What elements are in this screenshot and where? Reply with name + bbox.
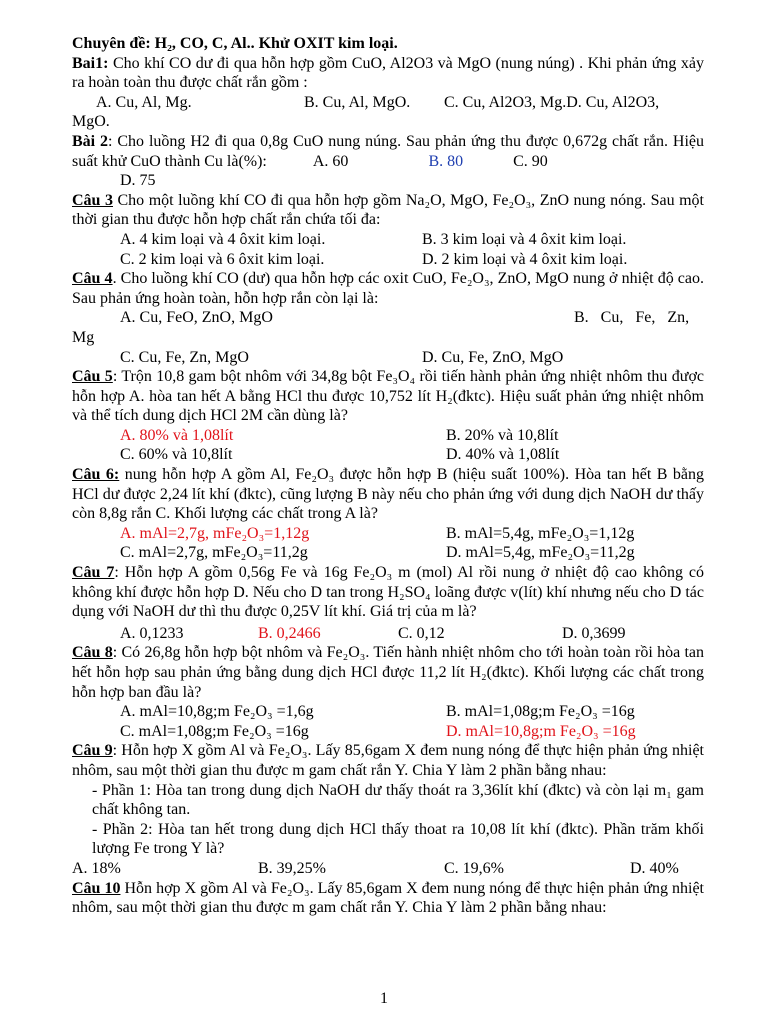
option-b: B. mAl=1,08g;m Fe₂O₃ =16g	[446, 703, 635, 721]
option-b: B. 39,25%	[258, 859, 326, 877]
question-text: : Hỗn hợp X gồm Al và Fe₂O₃. Lấy 85,6gam X đem nung nóng để thực hiện phản ứng nhiệt nhôm, sau một thời gian thu được m gam chất rắn Y. Chia Y làm 2 phần bằng nhau:	[72, 742, 705, 779]
question-text: Cho khí CO dư đi qua hỗn hợp gồm CuO, Al2O3 và MgO (nung núng) . Khi phản ứng xảy ra hoàn toàn thu được chất rắn gồm :	[72, 54, 704, 92]
option-a: A. 0,1233	[120, 624, 184, 642]
option-c: C. mAl=2,7g, mFe₂O₃=11,2g	[120, 544, 308, 562]
question-part-1: - Phần 1: Hòa tan trong dung dịch NaOH dư thấy thoát ra 3,36lít khí (đktc) và còn lại m₁ gam chất không tan.	[92, 781, 704, 819]
question-9	[72, 741, 704, 780]
question-b1	[72, 54, 704, 93]
options-row	[72, 722, 704, 742]
question-label: Câu 5	[72, 368, 113, 386]
option-c: C. 0,12	[398, 624, 445, 642]
option-c: C. 60% và 10,8lít	[120, 446, 233, 464]
options-row	[72, 308, 704, 328]
option-tail: MgO.	[72, 113, 110, 131]
options-row	[72, 702, 704, 722]
options-row	[72, 859, 704, 879]
question-text: Cho một luồng khí CO đi qua hỗn hợp gồm Na₂O, MgO, Fe₂O₃, ZnO nung nóng. Sau một thời gian thu được hỗn hợp chất rắn chứa tối đa:	[72, 191, 705, 229]
option-d: D. Cu, Fe, ZnO, MgO	[422, 348, 564, 366]
options-row	[72, 624, 704, 644]
option-d: D. mAl=10,8g;m Fe₂O₃ =16g	[446, 722, 636, 740]
options-row	[72, 93, 704, 113]
question-text: : Cho luồng H2 đi qua 0,8g CuO nung núng. Sau phản ứng thu được 0,672g chất rắn. Hiệu suất khử CuO thành Cu là(%):	[72, 132, 704, 170]
question-label: Câu 6:	[72, 466, 120, 484]
option-d: D. 0,3699	[562, 624, 626, 642]
option-c: C. 90	[513, 152, 548, 170]
question-label: Câu 7	[72, 564, 115, 582]
question-text: . Cho luồng khí CO (dư) qua hỗn hợp các oxit CuO, Fe₂O₃, ZnO, MgO nung ở nhiệt độ cao. Sau phản ứng hoàn toàn, hỗn hợp rắn còn lại là:	[72, 270, 705, 307]
question-label: Câu 10	[72, 879, 121, 897]
question-5	[72, 367, 704, 426]
page-title: Chuyên đề: H₂, CO, C, Al.. Khử OXIT kim loại.	[72, 35, 398, 52]
option-a: A. Cu, Al, Mg.	[96, 93, 192, 111]
option-a: A. Cu, FeO, ZnO, MgO	[120, 309, 273, 327]
question-label: Câu 9	[72, 742, 113, 760]
question-3	[72, 191, 704, 230]
options-row	[72, 426, 704, 446]
option-b: B. 80	[428, 152, 464, 170]
option-b: B. 3 kim loại và 4 ôxit kim loại.	[422, 230, 627, 248]
option-b: B. mAl=5,4g, mFe₂O₃=1,12g	[446, 524, 635, 542]
question-b2	[72, 132, 704, 171]
option-a: A. mAl=2,7g, mFe₂O₃=1,12g	[120, 524, 310, 542]
option-a: A. mAl=10,8g;m Fe₂O₃ =1,6g	[120, 703, 314, 721]
option-c-d: C. Cu, Al2O3, Mg.D. Cu, Al2O3,	[444, 93, 660, 111]
question-text: : Có 26,8g hỗn hợp bột nhôm và Fe₂O₃. Tiến hành nhiệt nhôm cho tới hoàn toàn rồi hòa tan hết hỗn hợp sau phản ứng bằng dung dịch HCl được 11,2 lít H₂(đktc). Khối lượng các chất trong hỗn hợp ban đầu là?	[72, 644, 705, 701]
question-text: Hỗn hợp X gồm Al và Fe₂O₃. Lấy 85,6gam X đem nung nóng để thực hiện phản ứng nhiệt nhôm, sau một thời gian thu được m gam chất rắn Y. Chia Y làm 2 phần bằng nhau:	[72, 879, 705, 917]
question-6	[72, 465, 704, 524]
question-8	[72, 643, 704, 702]
question-10	[72, 879, 704, 918]
option-b: B. 0,2466	[258, 624, 321, 642]
question-label: Câu 8	[72, 644, 113, 662]
option-d: D. mAl=5,4g, mFe₂O₃=11,2g	[446, 544, 635, 562]
option-a: A. 18%	[72, 859, 121, 877]
options-row	[72, 250, 704, 270]
question-text: : Trộn 10,8 gam bột nhôm với 34,8g bột Fe₃O₄ rồi tiến hành phản ứng nhiệt nhôm thu được hỗn hợp A. hòa tan hết A bằng HCl thu được 10,752 lít H₂(đktc). Hiệu suất phản ứng nhiệt nhôm và thể tích dung dịch HCl 2M cần dùng là?	[72, 368, 705, 425]
option-a: A. 60	[312, 152, 349, 170]
question-text: : Hỗn hợp A gồm 0,56g Fe và 16g Fe₂O₃ m (mol) Al rồi nung ở nhiệt độ cao không có không khí được hỗn hợp D. Nếu cho D tan trong H₂SO₄ loãng được v(lít) khí nhưng nếu cho D tác dụng với NaOH dư thì thu được 0,25V lít khí. Giá trị của m là?	[72, 564, 705, 621]
option-b: B. 20% và 10,8lít	[446, 426, 559, 444]
option-c: C. 19,6%	[444, 859, 504, 877]
option-b: B. Cu, Al, MgO.	[304, 93, 411, 111]
option-b: B. Cu, Fe, Zn,	[574, 309, 690, 327]
question-label: Bài 2	[72, 132, 109, 150]
question-label: Bai1:	[72, 54, 109, 72]
option-d: D. 40%	[630, 859, 679, 877]
question-label: Câu 4	[72, 270, 113, 288]
option-c: C. mAl=1,08g;m Fe₂O₃ =16g	[120, 722, 309, 740]
option-a: A. 80% và 1,08lít	[120, 426, 234, 444]
options-row	[72, 524, 704, 544]
page-number: 1	[380, 990, 388, 1007]
options-row	[72, 348, 704, 368]
options-row	[72, 543, 704, 563]
option-d: D. 2 kim loại và 4 ôxit kim loại.	[422, 250, 628, 268]
option-b-tail: Mg	[72, 328, 95, 346]
question-label: Câu 3	[72, 191, 113, 209]
option-c: C. 2 kim loại và 6 ôxit kim loại.	[120, 250, 325, 268]
option-a: A. 4 kim loại và 4 ôxit kim loại.	[120, 230, 326, 248]
question-4	[72, 269, 704, 308]
option-c: C. Cu, Fe, Zn, MgO	[120, 348, 249, 366]
option-d: D. 40% và 1,08lít	[446, 446, 560, 464]
question-7	[72, 563, 704, 622]
document-page	[72, 34, 704, 918]
options-row	[72, 230, 704, 250]
question-text: nung hỗn hợp A gồm Al, Fe₂O₃ được hỗn hợp B (hiệu suất 100%). Hòa tan hết B bằng HCl dư được 2,24 lít khí (đktc), cũng lượng B này nếu cho phản ứng với dung dịch NaOH dư thấy còn 8,8g rắn C. Khối lượng các chất trong A là?	[72, 466, 705, 523]
question-part-2: - Phần 2: Hòa tan hết trong dung dịch HCl thấy thoat ra 10,08 lít khí (đktc). Phần trăm khối lượng Fe trong Y là?	[92, 820, 704, 858]
option-d: D. 75	[120, 172, 156, 190]
options-row	[72, 445, 704, 465]
